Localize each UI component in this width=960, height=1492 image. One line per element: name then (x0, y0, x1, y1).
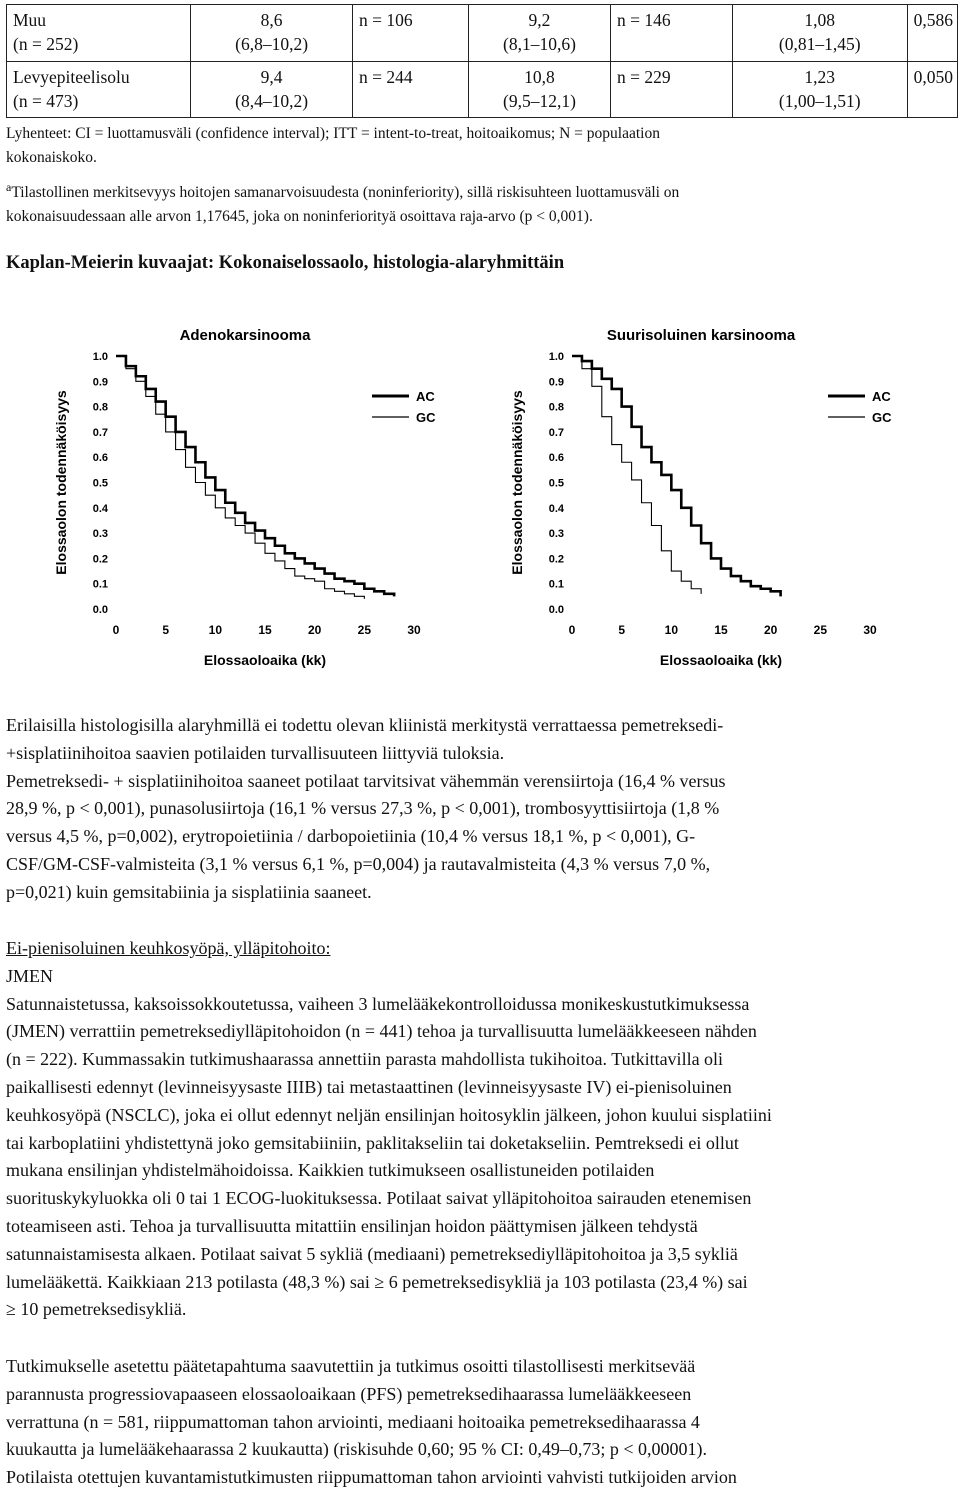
text-line: (JMEN) verrattiin pemetreksediylläpitohoidon (n = 441) tehoa ja turvallisuutta lumelääkkeeseen nähden (6, 1021, 757, 1042)
y-tick-label: 0.6 (548, 452, 564, 465)
x-tick-label: 30 (407, 623, 421, 637)
row-label-cell (7, 5, 191, 62)
text-line: Satunnaistetussa, kaksoissokkoutetussa, vaiheen 3 lumelääkekontrolloidussa monikeskustutkimuksessa (6, 993, 750, 1014)
row-label-n: (n = 252) (13, 34, 79, 54)
text-line: satunnaistamisesta alkaen. Potilaat saivat 5 sykliä (mediaani) pemetreksediylläpitohoitoa ja 3,5 sykliä (6, 1243, 738, 1264)
p-value-cell: 0,050 (907, 62, 957, 118)
footnote-text: Tilastollinen merkitsevyys hoitojen samanarvoisuudesta (noninferiority), sillä riskisuhteen luottamusväli on (11, 184, 680, 201)
section-heading: Ei-pienisoluinen keuhkosyöpä, ylläpitohoito: (6, 938, 331, 958)
row-label-n: (n = 473) (13, 91, 79, 111)
y-tick-label: 0.1 (548, 578, 564, 591)
y-tick-label: 0.2 (548, 553, 564, 566)
y-tick-label: 0.7 (548, 426, 564, 439)
km-chart-large-cell (500, 318, 912, 674)
legend-label: GC (416, 410, 436, 425)
x-tick-label: 25 (813, 623, 828, 637)
abbreviations-line: kokonaiskoko. (6, 149, 97, 166)
table-row (7, 5, 958, 62)
x-tick-label: 30 (863, 623, 877, 637)
text-line: keuhkosyöpä (NSCLC), joka ei ollut edennyt neljän ensilinjan hoitosyklin jälkeen, johon kuului sisplatiini (6, 1104, 772, 1125)
abbreviations-line: Lyhenteet: CI = luottamusväli (confidence interval); ITT = intent-to-treat, hoitoaikomus; N = populaation (6, 125, 660, 142)
km-curve-ac (116, 356, 394, 596)
text-line: parannusta progressiovapaaseen elossaoloaikaan (PFS) pemetreksedihaarassa lumelääkkeeseen (6, 1383, 692, 1404)
text-line: Potilaista otettujen kuvantamistutkimusten riippumattoman tahon arviointi vahvisti tutkijoiden arvion (6, 1467, 737, 1488)
hazard-ratio-cell (732, 5, 907, 62)
hazard-ratio-ci: (0,81–1,45) (778, 34, 861, 54)
text-line: verrattuna (n = 581, riippumattoman tahon arviointi, mediaani hoitoaika pemetreksedihaarassa 4 (6, 1411, 700, 1432)
y-axis-label: Elossaolon todennäköisyys (53, 390, 69, 575)
hazard-ratio-value: 1,08 (804, 10, 836, 30)
y-tick-label: 0.5 (92, 477, 108, 490)
median-cell (191, 5, 353, 62)
y-tick-label: 0.3 (548, 528, 564, 541)
text-line: +sisplatiinihoitoa saavien potilaiden turvallisuuteen liittyviä tuloksia. (6, 742, 505, 763)
hazard-ratio-value: 1,23 (804, 67, 836, 87)
x-tick-label: 0 (112, 623, 120, 637)
median-ci: (8,1–10,6) (503, 34, 576, 54)
median-ci: (8,4–10,2) (235, 91, 309, 111)
y-axis-label: Elossaolon todennäköisyys (509, 390, 525, 575)
footnote-marker: a (6, 180, 12, 194)
x-tick-label: 5 (618, 623, 626, 637)
y-tick-label: 0.9 (92, 376, 108, 389)
hazard-ratio-ci: (1,00–1,51) (778, 91, 861, 111)
median-value: 9,2 (528, 10, 551, 30)
median-cell (191, 62, 353, 118)
y-tick-label: 0.3 (92, 528, 108, 541)
section-subheading: JMEN (6, 965, 54, 986)
x-axis-label: Elossaoloaika (kk) (203, 652, 327, 668)
footnote-line: kokonaisuudessaan alle arvon 1,17645, joka on noninferiorityä osoittava raja-arvo (p < 0,001). (6, 208, 593, 225)
km-curve-gc (572, 356, 701, 594)
n-cell: n = 229 (611, 62, 733, 118)
x-tick-label: 10 (664, 623, 679, 637)
x-tick-label: 10 (208, 623, 223, 637)
km-curve-gc (116, 356, 364, 599)
y-tick-label: 0.8 (548, 401, 564, 414)
text-line: 28,9 %, p < 0,001), punasolusiirtoja (16,1 % versus 27,3 %, p < 0,001), trombosyyttisiirtoja (1,8 % (6, 798, 720, 819)
results-table (6, 4, 958, 118)
text-line: mukana ensilinjan yhdistelmähoidoissa. Kaikkien tutkimukseen osallistuneiden potilaiden (6, 1160, 655, 1181)
median-cell (468, 5, 610, 62)
text-line: kuukautta ja lumelääkehaarassa 2 kuukautta) (riskisuhde 0,60; 95 % CI: 0,49–0,73; p < 0,00001). (6, 1439, 707, 1460)
text-line: (n = 222). Kummassakin tutkimushaarassa annettiin parasta mahdollista tukihoitoa. Tutkittavilla oli (6, 1049, 724, 1070)
text-line: Tutkimukselle asetettu päätetapahtuma saavutettiin ja tutkimus osoitti tilastollisesti merkitsevää (6, 1356, 696, 1376)
text-line: paikallisesti edennyt (levinneisyysaste IIIB) tai metastaattinen (levinneisyysaste IV) ei-pienisoluinen (6, 1076, 732, 1097)
text-line: tai karboplatiini yhdistettynä joko gemsitabiiniin, paklitakseliin tai doketakseliin. Pemtreksedi ei ollut (6, 1132, 739, 1153)
paragraph-histology (6, 712, 956, 907)
table-row (7, 62, 958, 118)
n-cell: n = 244 (353, 62, 469, 118)
text-line: Pemetreksedi- + sisplatiinihoitoa saaneet potilaat tarvitsivat vähemmän verensiirtoja (16,4 % versus (6, 770, 726, 791)
text-line: versus 4,5 %, p=0,002), erytropoietiinia / darbopoietiinia (10,4 % versus 18,1 %, p < 0,001), G- (6, 826, 696, 847)
abbreviations-note (6, 122, 956, 170)
text-line: toteamiseen asti. Tehoa ja turvallisuutta mitattiin ensilinjan hoidon päättymisen jälkeen tehdystä (6, 1215, 698, 1236)
x-tick-label: 25 (357, 623, 372, 637)
chart-title: Suurisoluinen karsinooma (606, 327, 796, 344)
section-title: Kaplan-Meierin kuvaajat: Kokonaiselossaolo, histologia-alaryhmittäin (6, 253, 565, 273)
y-tick-label: 0.7 (92, 426, 108, 439)
y-tick-label: 0.2 (92, 553, 108, 566)
median-value: 9,4 (260, 67, 283, 87)
km-curve-ac (572, 356, 781, 596)
y-tick-label: 0.5 (548, 477, 564, 490)
y-tick-label: 0.4 (92, 502, 108, 515)
text-line: Erilaisilla histologisilla alaryhmillä ei todettu olevan kliinistä merkitystä verrattaessa pemetreksedi- (6, 715, 724, 735)
text-line: lumelääkettä. Kaikkiaan 213 potilasta (48,3 %) sai ≥ 6 pemetreksedisykliä ja 103 potilasta (23,4 %) sai (6, 1271, 748, 1292)
row-label-cell (7, 62, 191, 118)
y-tick-label: 0.0 (92, 604, 108, 616)
median-ci: (6,8–10,2) (235, 34, 309, 54)
y-tick-label: 0.6 (92, 452, 108, 465)
section-jmen (6, 935, 956, 1324)
x-tick-label: 0 (568, 623, 576, 637)
y-tick-label: 1.0 (92, 351, 108, 363)
x-tick-label: 5 (162, 623, 170, 637)
paragraph-results (6, 1353, 956, 1492)
x-tick-label: 20 (763, 623, 778, 637)
legend-label: AC (416, 389, 435, 404)
legend-label: AC (872, 389, 891, 404)
text-line: suorituskykyluokka oli 0 tai 1 ECOG-luokituksessa. Potilaat saivat ylläpitohoitoa sairauden etenemisen (6, 1188, 752, 1209)
row-label: Levyepiteelisolu (13, 67, 130, 87)
y-tick-label: 0.9 (548, 376, 564, 389)
n-cell: n = 106 (353, 5, 469, 62)
text-line: CSF/GM-CSF-valmisteita (3,1 % versus 6,1 %, p=0,004) ja rautavalmisteita (4,3 % versus 7,0 %, (6, 853, 711, 874)
hazard-ratio-cell (732, 62, 907, 118)
median-cell (468, 62, 610, 118)
row-label: Muu (13, 10, 47, 30)
median-ci: (9,5–12,1) (503, 91, 576, 111)
x-tick-label: 15 (258, 623, 272, 637)
p-value-cell: 0,586 (907, 5, 957, 62)
y-tick-label: 1.0 (548, 351, 564, 363)
y-tick-label: 0.1 (92, 578, 108, 591)
y-tick-label: 0.8 (92, 401, 108, 414)
km-chart-adenocarcinoma (44, 318, 456, 674)
median-value: 8,6 (260, 10, 283, 30)
y-tick-label: 0.4 (548, 502, 564, 515)
y-tick-label: 0.0 (548, 604, 564, 616)
text-line: p=0,021) kuin gemsitabiinia ja sisplatiinia saaneet. (6, 881, 372, 902)
x-tick-label: 15 (714, 623, 728, 637)
footnote (6, 175, 956, 229)
footnote-line (6, 175, 956, 205)
x-tick-label: 20 (307, 623, 322, 637)
chart-title: Adenokarsinooma (179, 327, 311, 344)
x-axis-label: Elossaoloaika (kk) (659, 652, 783, 668)
text-line: ≥ 10 pemetreksedisykliä. (6, 1299, 187, 1320)
n-cell: n = 146 (611, 5, 733, 62)
legend-label: GC (872, 410, 892, 425)
median-value: 10,8 (524, 67, 555, 87)
